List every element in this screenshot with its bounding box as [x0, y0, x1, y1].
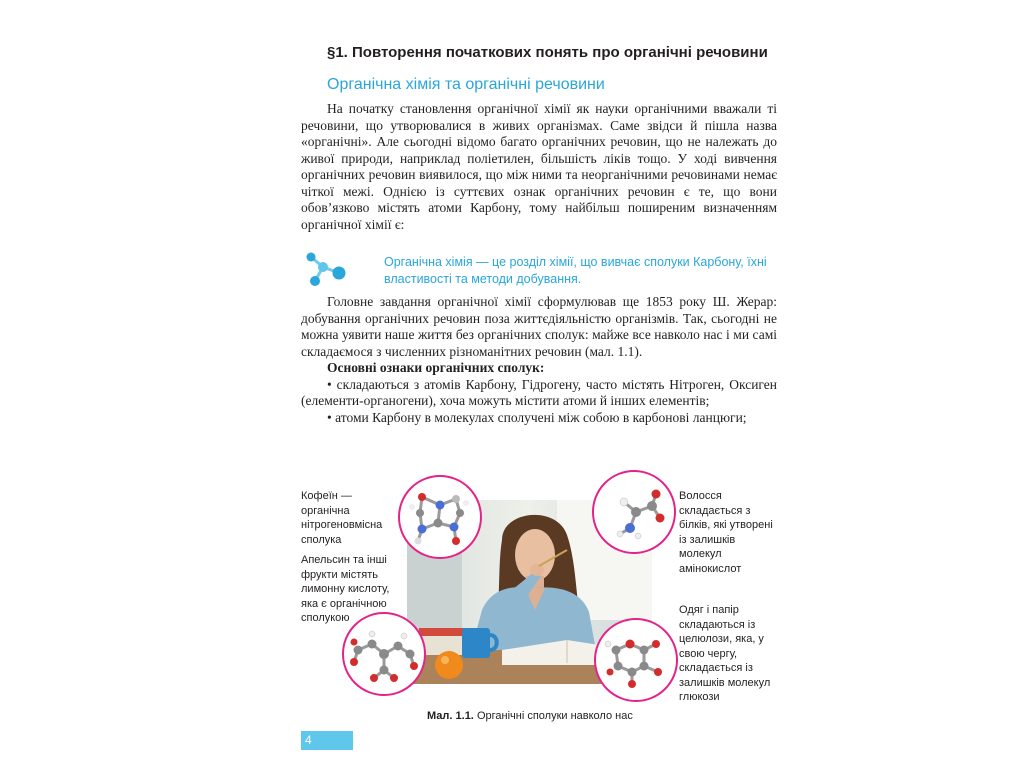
main-paragraph-block [301, 294, 777, 426]
paragraph-2: Головне завдання органічної хімії сформулював ще 1853 року Ш. Жерар: добування органічних речовин поза життєдіяльністю організмів. Так, сьогодні не можна уявити наше життя без органічних сполук: майже все навколо нас і ми самі складаємося з численних різноманітних речовин (мал. 1.1). [301, 294, 777, 359]
figure-caption-label: Мал. 1.1. [427, 710, 474, 722]
section-heading: §1. Повторення початкових понять про органічні речовини [327, 44, 768, 61]
caffeine-molecule-circle [398, 475, 482, 559]
definition-box [301, 251, 777, 291]
page-number-tab [301, 731, 353, 750]
feature-item-1: • складаються з атомів Карбону, Гідрогену, часто містять Нітроген, Оксиген (елементи-органогени), хоча можуть містити атоми й інших елементів; [301, 376, 777, 408]
caption-clothes: Одяг і папір складаються із целюлози, яка, у свою чергу, складається із залишків молекул глюкози [679, 604, 771, 703]
features-heading: Основні ознаки органічних сполук: [327, 360, 545, 375]
molecule-icon [301, 251, 349, 291]
figure-caption-text: Органічні сполуки навколо нас [476, 710, 633, 722]
glucose-molecule-circle [594, 618, 678, 702]
definition-text: Органічна хімія — це розділ хімії, що вивчає сполуки Карбону, їхні властивості та методи добування. [384, 255, 767, 286]
paragraph-1: На початку становлення органічної хімії як науки органічними вважали ті речовини, що утворювалися в живих організмах. Саме звідси й пішла назва «органічні». Але сьогодні відомо багато органічних речовин, що не належать до живої природи, наприклад поліетилен, більшість ліків тощо. У ході вивчення органічних речовин виявилося, що між ними та неорганічними речовинами немає чіткої межі. Однією із суттєвих ознак органічних речовин є те, що вони обов’язково містять атоми Карбону, тому найбільш поширеним визначенням органічної хімії є: [301, 101, 777, 232]
intro-paragraph-block [301, 101, 777, 233]
amino-acid-molecule-circle [592, 470, 676, 554]
figure-caption [427, 710, 633, 722]
feature-item-2: • атоми Карбону в молекулах сполучені між собою в карбонові ланцюги; [327, 409, 747, 425]
page-number: 4 [305, 733, 312, 747]
caption-citrus: Апельсин та інші фрукти містять лимонну кислоту, яка є органічною сполукою [301, 554, 390, 624]
caption-hair: Волосся складається з білків, які утворені із залишків молекул амінокислот [679, 490, 773, 575]
caption-caffeine: Кофеїн — органічна нітрогеновмісна сполука [301, 490, 383, 546]
subsection-heading: Органічна хімія та органічні речовини [327, 76, 605, 93]
